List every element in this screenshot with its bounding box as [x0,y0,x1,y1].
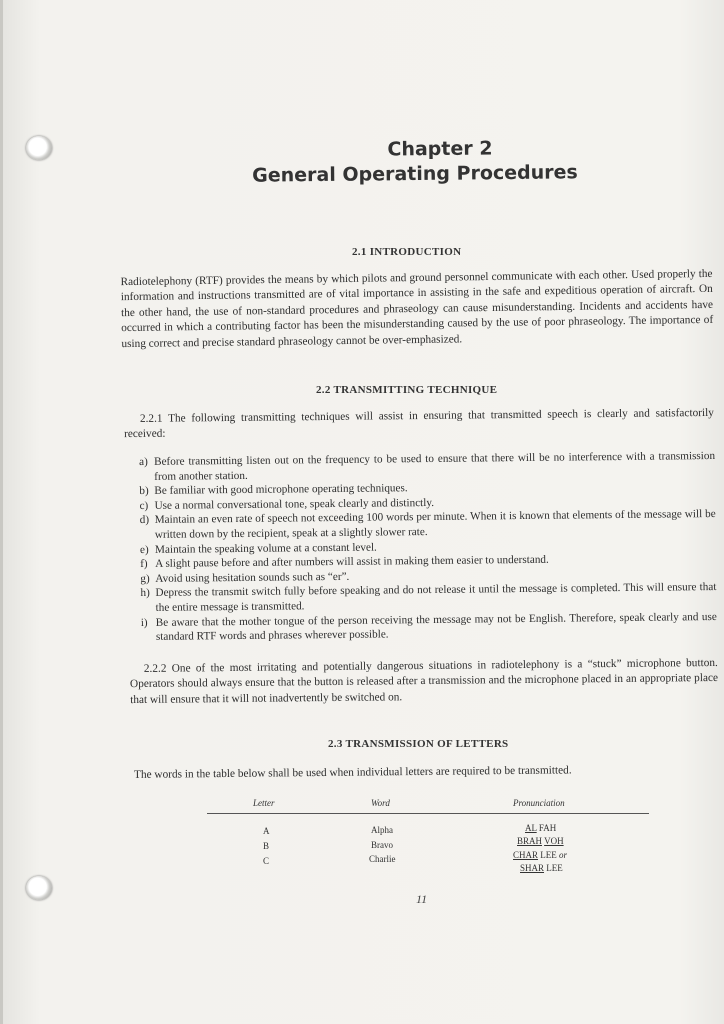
paragraph-2-2-2: 2.2.2 One of the most irritating and potentially dangerous situations in radiotelephony is a “stuck” microphone button. Operators should always ensure that the button is released after a transmission and the microphone placed in an appropriate place that will ensure that it will not inadvertently be switched on. [129,656,719,706]
intro-paragraph: Radiotelephony (RTF) provides the means by which pilots and ground personnel communicate with each other. Used properly the information and instructions transmitted are of vital importance in assisting in the safe and expeditious operation of aircraft. On the other hand, the use of non-standard procedures and phraseology can cause misunderstanding. Incidents and accidents have occurred in which a contributing factor has been the misunderstanding caused by the use of poor phraseology. The importance of using correct and precise standard phraseology cannot be over-emphasized. [120,267,714,350]
list-item: c) Use a normal conversational tone, speak clearly and distinctly. [139,496,435,512]
technique-list [139,449,717,645]
cell-word: Alpha [371,825,393,835]
list-item: h) Depress the transmit switch fully before speaking and do not release it until the message is completed. This will ensure that the entire message is transmitted. [140,581,717,614]
list-item-text: Maintain the speaking volume at a constant level. [154,541,377,556]
cell-letter: C [263,856,270,866]
cell-word: Charlie [369,854,396,864]
list-item: g) Avoid using hesitation sounds such as “er”. [140,570,350,585]
chapter-number: Chapter 2 [387,137,493,161]
cell-letter: A [263,826,270,836]
list-item-text: Avoid using hesitation sounds such as “er”. [155,570,350,585]
cell-pronunciation: CHAR LEE or [513,850,568,860]
list-item-text: Use a normal conversational tone, speak clearly and distinctly. [154,496,435,512]
section-heading-2-1: 2.1 INTRODUCTION [352,246,462,258]
list-item-text: Before transmitting listen out on the frequency to be used to ensure that there will be no interference with a transmission from another station. [154,449,716,483]
cell-letter: B [263,841,270,851]
list-item: f) A slight pause before and after numbers will assist in making them easier to understand. [140,553,549,571]
punch-hole-bottom [26,876,52,900]
list-item-text: Be aware that the mother tongue of the person receiving the message may not be English. Therefore, speak clearly and use standard RTF words and phrases wherever possible. [155,610,717,643]
list-item: d) Maintain an even rate of speech not exceeding 100 words per minute. When it is known that elements of the message will be written down by the recipient, speak at a slightly slower rate. [139,508,716,541]
section-heading-2-3: 2.3 TRANSMISSION OF LETTERS [328,738,509,750]
punch-hole-top [26,136,52,160]
page-edge [0,0,3,1024]
column-header-word: Word [371,798,390,808]
list-item: e) Maintain the speaking volume at a constant level. [139,541,377,556]
list-item-text: Depress the transmit switch fully before speaking and do not release it until the message is completed. This will ensure that the entire message is transmitted. [155,581,717,614]
cell-pronunciation: AL FAH [525,823,557,833]
cell-word: Bravo [371,840,393,850]
list-item: a) Before transmitting listen out on the frequency to be used to ensure that there will be no interference with a transmission from another station. [139,449,716,483]
section-heading-2-2: 2.2 TRANSMITTING TECHNIQUE [316,384,498,396]
cell-pronunciation: BRAH VOH [517,836,564,846]
table-header-rule [207,813,649,814]
cell-pronunciation-alt: SHAR LEE [520,863,563,873]
list-item: b) Be familiar with good microphone operating techniques. [139,482,408,498]
list-item: i) Be aware that the mother tongue of the person receiving the message may not be English. Therefore, speak clearly and use standard RTF words and phrases wherever possible. [140,610,717,643]
column-header-pronunciation: Pronunciation [513,798,565,808]
chapter-title: General Operating Procedures [252,161,578,187]
letters-intro: The words in the table below shall be used when individual letters are required to be transmitted. [133,764,572,781]
list-item-text: Be familiar with good microphone operating techniques. [154,482,408,498]
column-header-letter: Letter [253,798,275,808]
list-item-text: A slight pause before and after numbers will assist in making them easier to understand. [155,553,549,571]
paragraph-2-2-1: 2.2.1 The following transmitting techniques will assist in ensuring that transmitted speech is clearly and satisfactorily received: [124,406,714,441]
list-item-text: Maintain an even rate of speech not exceeding 100 words per minute. When it is known that elements of the message will be written down by the recipient, speak at a slightly slower rate. [154,508,716,541]
page-number: 11 [416,892,428,906]
